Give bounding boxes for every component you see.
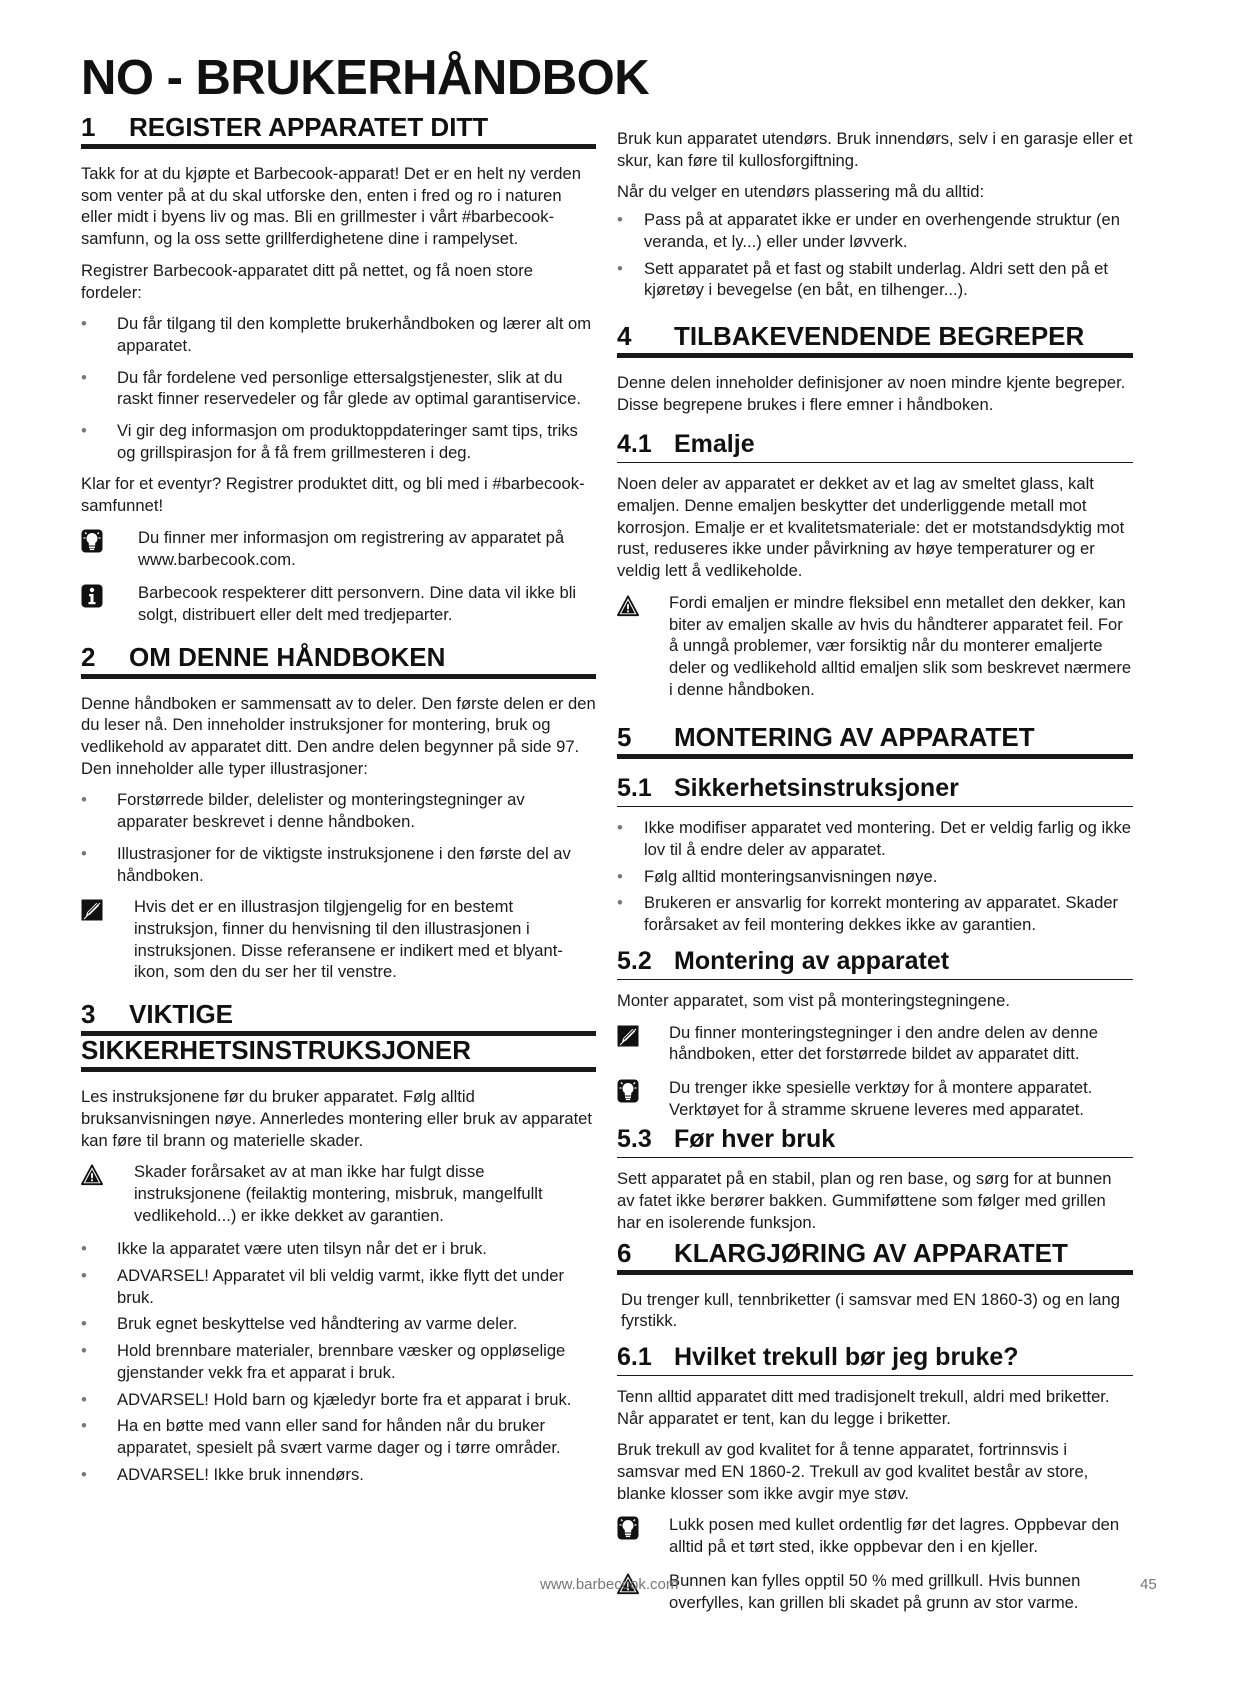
page-number: 45: [1140, 1576, 1157, 1593]
list-item: • Hold brennbare materialer, brennbare væsker og oppløselige gjenstander vekk fra et apparat i bruk.: [81, 1340, 596, 1383]
section-number: 4.1: [617, 430, 652, 459]
section-title: Før hver bruk: [674, 1125, 836, 1154]
section-title: TILBAKEVENDENDE BEGREPER: [674, 320, 1085, 351]
section-number: 5.1: [617, 774, 652, 803]
section-title: Montering av apparatet: [674, 946, 950, 975]
list-item: • ADVARSEL! Hold barn og kjæledyr borte fra et apparat i bruk.: [81, 1389, 596, 1411]
list-item: • Ha en bøtte med vann eller sand for hånden når du bruker apparatet, spesielt på svært varme dager og i tørre områder.: [81, 1415, 596, 1458]
section-1-heading: [81, 112, 596, 149]
section-number: 5.2: [617, 946, 652, 975]
note-text: Barbecook respekterer ditt personvern. Dine data vil ikke bli solgt, distribuert eller delt med tredjeparter.: [138, 583, 577, 624]
note-text: Bunnen kan fylles opptil 50 % med grillkull. Hvis bunnen overfylles, kan grillen bli skadet på grunn av stor varme.: [669, 1570, 1081, 1612]
section-title-line: SIKKERHETSINSTRUKSJONER: [81, 1035, 472, 1066]
paragraph: Takk for at du kjøpte et Barbecook-apparat! Det er en helt ny verden som venter på at du skal utforske den, enten i fred og ro i naturen eller midt i byens liv og mas. Bli en grillmester i vårt #barbecook-samfunn, og la oss sette grillferdighetene dine i rampelyset.: [81, 164, 581, 249]
section-number: 4: [617, 320, 632, 351]
pencil-icon: [617, 1024, 639, 1048]
page-title: NO - BRUKERHÅNDBOK: [81, 51, 650, 105]
tip-note: [81, 527, 596, 570]
tip-note: [617, 1514, 1133, 1557]
paragraph: Denne håndboken er sammensatt av to deler. Den første delen er den du leser nå. Den inneholder instruksjoner for montering, bruk og vedlikehold av apparatet ditt. Den andre delen begynner på side 97. Den inneholder alle typer illustrasjoner:: [81, 693, 596, 778]
section-5-2-heading: [617, 946, 1133, 980]
paragraph: Tenn alltid apparatet ditt med tradisjonelt trekull, aldri med briketter. Når apparatet er tent, kan du legge i briketter.: [617, 1386, 1110, 1428]
warning-icon: [617, 594, 639, 618]
tip-note: [617, 1077, 1133, 1120]
note-text: Fordi emaljen er mindre fleksibel enn metallet den dekker, kan biter av emaljen skalle av hvis du håndterer apparatet feil. For å unngå problemer, vær forsiktig når du monterer emaljerte deler og vedlikehold alltid emaljen slik som beskrevet nærmere i denne håndboken.: [669, 592, 1132, 699]
note-text: Du trenger ikke spesielle verktøy for å montere apparatet. Verktøyet for å stramme skruene leveres med apparatet.: [669, 1077, 1093, 1119]
section-6-heading: [617, 1238, 1133, 1275]
list-item: • Du får fordelene ved personlige ettersalgstjenester, slik at du raskt finner reservedeler og får glede av optimal garantiservice.: [81, 367, 596, 410]
note-text: Du finner monteringstegninger i den andre delen av denne håndboken, etter det forstørrede bildet av apparatet ditt.: [669, 1022, 1098, 1064]
section-4-heading: [617, 321, 1133, 358]
list-item: • Følg alltid monteringsanvisningen nøye.: [617, 866, 1133, 888]
section-number: 1: [81, 112, 96, 142]
section-title: OM DENNE HÅNDBOKEN: [129, 641, 446, 672]
pencil-icon: [81, 898, 103, 922]
illustration-note: [617, 1022, 1133, 1065]
bullet-list: [617, 209, 1133, 301]
paragraph: Du trenger kull, tennbriketter (i samsvar med EN 1860-3) og en lang fyrstikk.: [621, 1289, 1120, 1331]
paragraph: Bruk kun apparatet utendørs. Bruk innendørs, selv i en garasje eller et skur, kan føre til kullosforgiftning.: [617, 129, 1133, 170]
info-note: [81, 582, 596, 625]
paragraph: Monter apparatet, som vist på monteringstegningene.: [617, 990, 1010, 1010]
warning-note: [81, 1161, 596, 1226]
section-number: 3: [81, 999, 96, 1030]
list-item: • Ikke la apparatet være uten tilsyn når det er i bruk.: [81, 1238, 596, 1260]
note-text: Skader forårsaket av at man ikke har fulgt disse instruksjonene (feilaktig montering, misbruk, mangelfullt vedlikehold...) er ikke dekket av garantien.: [134, 1162, 543, 1225]
paragraph: Registrer Barbecook-apparatet ditt på nettet, og få noen store fordeler:: [81, 260, 533, 302]
section-number: 6: [617, 1237, 632, 1268]
section-5-1-heading: [617, 773, 1133, 807]
section-title: KLARGJØRING AV APPARATET: [674, 1237, 1068, 1268]
bullet-list: [81, 789, 596, 886]
note-text: Du finner mer informasjon om registrering av apparatet på www.barbecook.com.: [138, 527, 565, 569]
section-number: 5.3: [617, 1125, 652, 1154]
section-number: 2: [81, 641, 96, 672]
info-icon: [81, 584, 103, 608]
section-number: 6.1: [617, 1342, 652, 1371]
section-5-3-heading: [617, 1124, 1133, 1158]
paragraph: Noen deler av apparatet er dekket av et lag av smeltet glass, kalt emaljen. Denne emaljen beskytter det underliggende metall mot korrosjon. Emalje er et kvalitetsmateriale: det er motstandsdyktig mot rust, reduseres ikke under påvirkning av høye temperaturer og er veldig lett å vedlikeholde.: [617, 474, 1125, 581]
section-title: REGISTER APPARATET DITT: [129, 112, 489, 142]
lightbulb-icon: [81, 529, 103, 553]
illustration-note: [81, 896, 596, 983]
list-item: • Illustrasjoner for de viktigste instruksjonene i den første del av håndboken.: [81, 843, 596, 886]
section-number: 5: [617, 722, 632, 753]
note-text: Hvis det er en illustrasjon tilgjengelig for en bestemt instruksjon, finner du henvisning til den illustrasjonen i instruksjonen. Disse referansene er indikert med et blyant-ikon, som den du ser her til venstre.: [134, 897, 563, 982]
section-title-line: VIKTIGE: [129, 999, 234, 1030]
paragraph: Når du velger en utendørs plassering må du alltid:: [617, 182, 985, 202]
list-item: • ADVARSEL! Ikke bruk innendørs.: [81, 1464, 596, 1486]
warning-note: [617, 592, 1133, 701]
lightbulb-icon: [617, 1079, 639, 1103]
paragraph: Sett apparatet på en stabil, plan og ren base, og sørg for at bunnen av fatet ikke berører bakken. Gummiføttene som følger med grillen har en isolerende funksjon.: [617, 1169, 1112, 1232]
section-title: Sikkerhetsinstruksjoner: [674, 774, 959, 803]
warning-note: [617, 1570, 1133, 1613]
section-6-1-heading: [617, 1342, 1133, 1376]
right-column: [617, 128, 1133, 1625]
section-4-1-heading: [617, 429, 1133, 463]
bullet-list: [617, 817, 1133, 936]
list-item: • Vi gir deg informasjon om produktoppdateringer samt tips, triks og grillspirasjon for å få frem grillmesteren i deg.: [81, 420, 596, 463]
paragraph: Les instruksjonene før du bruker apparatet. Følg alltid bruksanvisningen nøye. Annerledes montering eller bruk av apparatet kan føre til brann og materielle skader.: [81, 1087, 593, 1150]
bullet-list: [81, 1238, 596, 1485]
list-item: • Forstørrede bilder, delelister og monteringstegninger av apparater beskrevet i denne håndboken.: [81, 789, 596, 832]
note-text: Lukk posen med kullet ordentlig før det lagres. Oppbevar den alltid på et tørt sted, ikke oppbevar den i en kjeller.: [669, 1515, 1120, 1557]
section-title: MONTERING AV APPARATET: [674, 722, 1035, 753]
warning-icon: [81, 1163, 103, 1187]
lightbulb-icon: [617, 1516, 639, 1540]
paragraph: Klar for et eventyr? Registrer produktet ditt, og bli med i #barbecook-samfunnet!: [81, 474, 585, 516]
section-title: [129, 999, 233, 1030]
section-title: Hvilket trekull bør jeg bruke?: [674, 1342, 1019, 1371]
paragraph: Bruk trekull av god kvalitet for å tenne apparatet, fortrinnsvis i samsvar med EN 1860-2. Trekull av god kvalitet består av store, blanke klosser som ikke avgir mye støv.: [617, 1440, 1089, 1503]
list-item: • Sett apparatet på et fast og stabilt underlag. Aldri sett den på et kjøretøy i bevegelse (en båt, en tilhenger...).: [617, 258, 1133, 301]
list-item: • Ikke modifiser apparatet ved montering. Det er veldig farlig og ikke lov til å endre deler av apparatet.: [617, 817, 1133, 860]
section-2-heading: [81, 642, 596, 679]
list-item: • Du får tilgang til den komplette brukerhåndboken og lærer alt om apparatet.: [81, 313, 596, 356]
section-5-heading: [617, 722, 1133, 759]
footer-url: www.barbecook.com: [540, 1576, 679, 1593]
list-item: • Pass på at apparatet ikke er under en overhengende struktur (en veranda, et ly...) eller under løvverk.: [617, 209, 1133, 252]
bullet-list: [81, 313, 596, 463]
left-column: [81, 112, 596, 1495]
list-item: • Brukeren er ansvarlig for korrekt montering av apparatet. Skader forårsaket av feil montering dekkes ikke av garantien.: [617, 892, 1133, 935]
list-item: • ADVARSEL! Apparatet vil bli veldig varmt, ikke flytt det under bruk.: [81, 1265, 596, 1308]
list-item: • Bruk egnet beskyttelse ved håndtering av varme deler.: [81, 1313, 596, 1335]
paragraph: Denne delen inneholder definisjoner av noen mindre kjente begreper. Disse begrepene brukes i flere emner i håndboken.: [617, 372, 1126, 414]
section-title: Emalje: [674, 430, 755, 459]
